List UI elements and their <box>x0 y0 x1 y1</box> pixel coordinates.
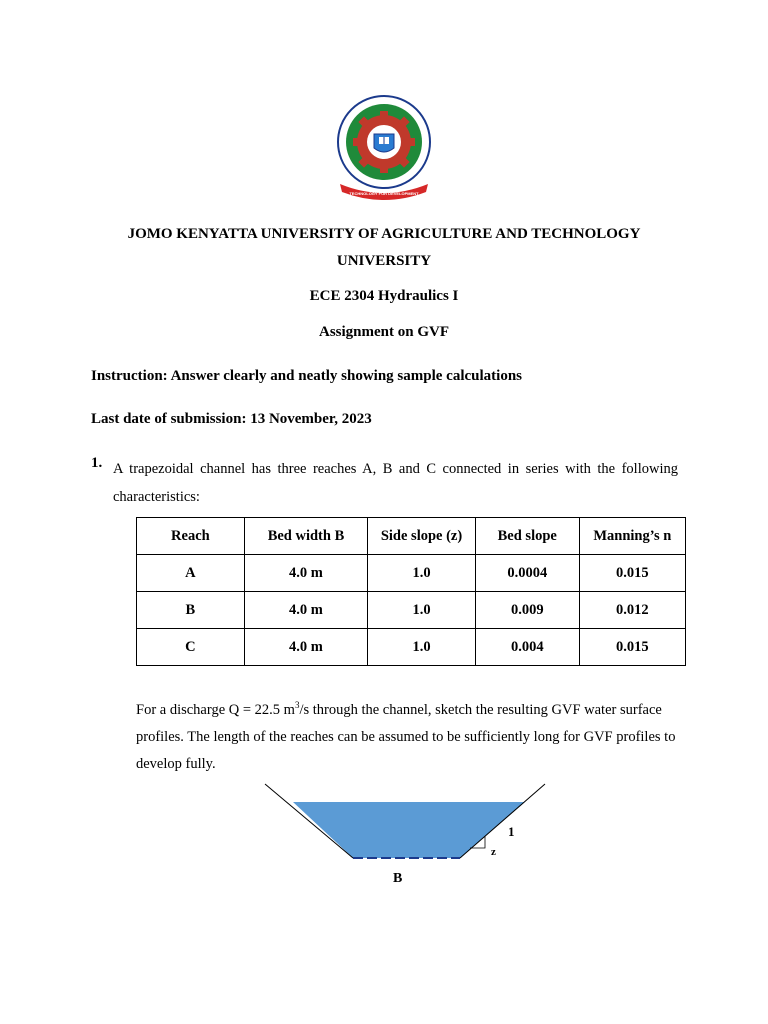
course-title: ECE 2304 Hydraulics I <box>309 288 459 304</box>
assignment-title: Assignment on GVF <box>318 324 449 340</box>
table-cell: 0.012 <box>579 592 685 629</box>
university-title-line1: JOMO KENYATTA UNIVERSITY OF AGRICULTURE AND TECHNOLOGY <box>127 226 641 242</box>
table-row <box>137 629 686 666</box>
table-cell: 0.0004 <box>475 555 579 592</box>
header-cell: Side slope (z) <box>368 518 476 555</box>
table-row <box>137 555 686 592</box>
base-width-label: B <box>393 871 403 886</box>
table-cell: 1.0 <box>368 629 476 666</box>
instruction-text: Instruction: Answer clearly and neatly showing sample calculations <box>91 368 522 384</box>
question-text: A trapezoidal channel has three reaches A, B and C connected in series with the following characteristics: <box>113 461 678 505</box>
table-cell: A <box>137 555 245 592</box>
header-cell: Manning’s n <box>579 518 685 555</box>
discharge-paragraph <box>136 692 686 778</box>
table-cell: 0.004 <box>475 629 579 666</box>
header-cell: Bed width B <box>244 518 367 555</box>
table-row <box>137 592 686 629</box>
table-header-row <box>137 518 686 555</box>
header-cell: Reach <box>137 518 245 555</box>
table-cell: 0.009 <box>475 592 579 629</box>
trapezoidal-channel-diagram <box>255 778 555 888</box>
university-logo <box>330 92 438 204</box>
logo-motto: TECHNOLOGY FOR DEVELOPMENT <box>349 191 419 196</box>
table-cell: 4.0 m <box>244 629 367 666</box>
table-cell: 1.0 <box>368 555 476 592</box>
table-cell: B <box>137 592 245 629</box>
paragraph-after: /s through the channel, sketch the resulting GVF water surface profiles. The length of the reaches can be assumed to be sufficiently long for GVF profiles to develop fully. <box>136 701 676 772</box>
run-label: z <box>491 846 496 858</box>
table-cell: 4.0 m <box>244 555 367 592</box>
deadline-text: Last date of submission: 13 November, 2023 <box>91 411 372 427</box>
table-cell: 4.0 m <box>244 592 367 629</box>
university-title-line2: UNIVERSITY <box>336 253 432 269</box>
table-cell: 0.015 <box>579 555 685 592</box>
table-cell: C <box>137 629 245 666</box>
reach-table <box>136 517 686 666</box>
table-cell: 0.015 <box>579 629 685 666</box>
unit-superscript: 3 <box>294 700 300 710</box>
table-cell: 1.0 <box>368 592 476 629</box>
question-number: 1. <box>91 455 103 471</box>
header-cell: Bed slope <box>475 518 579 555</box>
paragraph-before: For a discharge Q = 22.5 m <box>136 701 295 718</box>
rise-label: 1 <box>508 824 515 839</box>
